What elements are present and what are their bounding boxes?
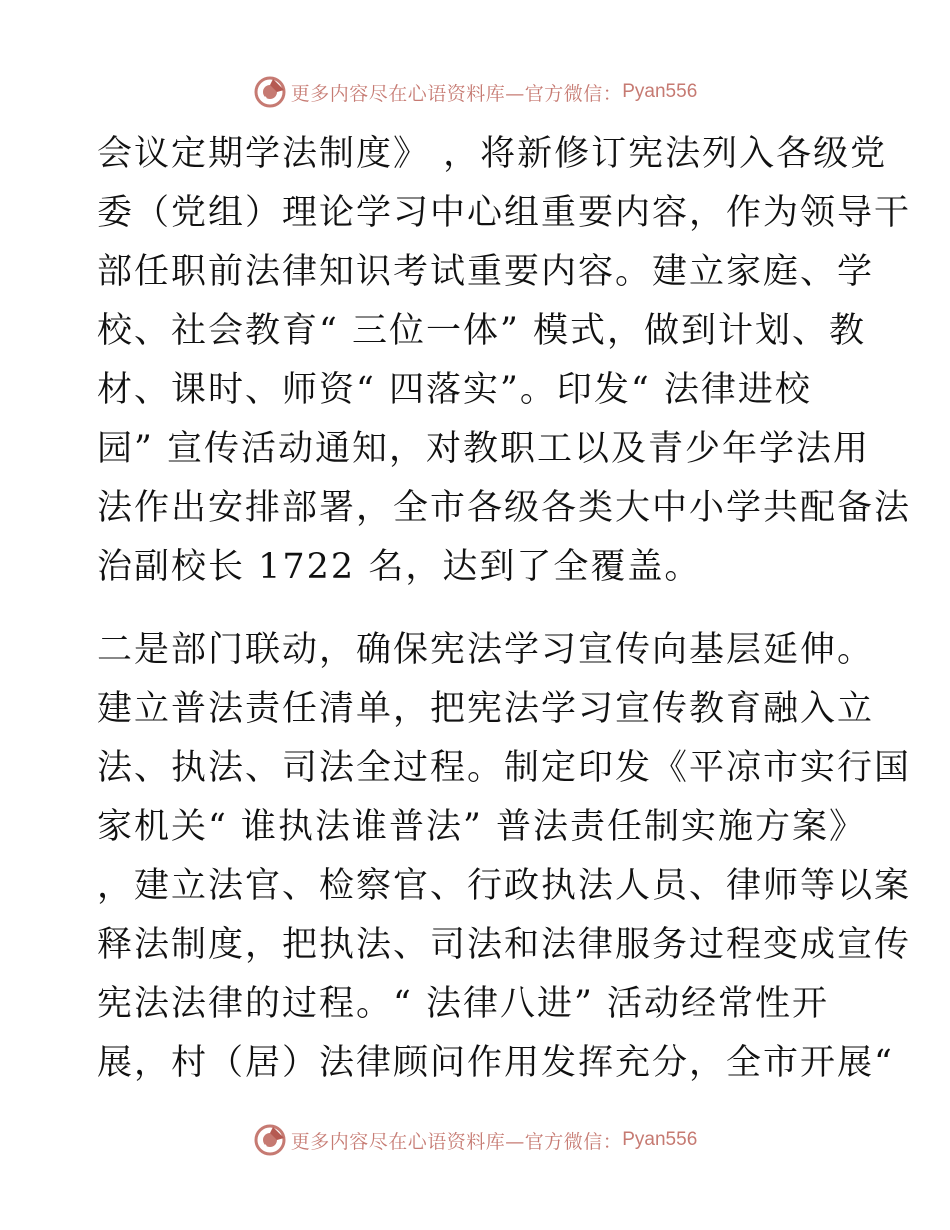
watermark-wechat-id: Pyan556: [622, 1129, 698, 1150]
watermark-text: 更多内容尽在心语资料库—官方微信：: [290, 1130, 623, 1153]
watermark-text: 更多内容尽在心语资料库—官方微信：: [290, 82, 623, 105]
paragraph-1: [97, 125, 912, 597]
header-watermark: [0, 72, 950, 112]
text-line: 释法制度，把执法、司法和法律服务过程变成宣传: [97, 925, 912, 965]
paragraph-spacer: [97, 597, 857, 621]
text-line: 展，村（居）法律顾问作用发挥充分，全市开展“: [97, 1043, 894, 1083]
text-line: 园” 宣传活动通知，对教职工以及青少年学法用: [97, 429, 871, 469]
text-line: 校、社会教育“ 三位一体” 模式，做到计划、教: [97, 311, 867, 351]
text-line: 材、课时、师资“ 四落实”。印发“ 法律进校: [97, 370, 812, 410]
text-line: 建立普法责任清单，把宪法学习宣传教育融入立: [97, 689, 875, 729]
pen-logo-icon: [253, 75, 287, 109]
text-line: 部任职前法律知识考试重要内容。建立家庭、学: [97, 252, 875, 292]
watermark-wechat-id: Pyan556: [622, 81, 698, 102]
text-line: 二是部门联动，确保宪法学习宣传向基层延伸。: [97, 630, 875, 670]
text-line: ，建立法官、检察官、行政执法人员、律师等以案: [97, 866, 912, 906]
pen-logo-icon: [253, 1123, 287, 1157]
text-line: 委（党组）理论学习中心组重要内容，作为领导干: [97, 193, 912, 233]
text-line: 治副校长 1722 名，达到了全覆盖。: [97, 547, 702, 587]
text-line: 法、执法、司法全过程。制定印发《平凉市实行国: [97, 748, 912, 788]
text-line: 宪法法律的过程。“ 法律八进” 活动经常性开: [97, 984, 830, 1024]
document-body: [97, 125, 912, 1093]
text-line: 法作出安排部署，全市各级各类大中小学共配备法: [97, 488, 912, 528]
text-line: 家机关“ 谁执法谁普法” 普法责任制实施方案》: [97, 807, 867, 847]
paragraph-2: [97, 621, 912, 1093]
text-line: 会议定期学法制度》 ，将新修订宪法列入各级党: [97, 134, 888, 174]
footer-watermark: [0, 1120, 950, 1160]
